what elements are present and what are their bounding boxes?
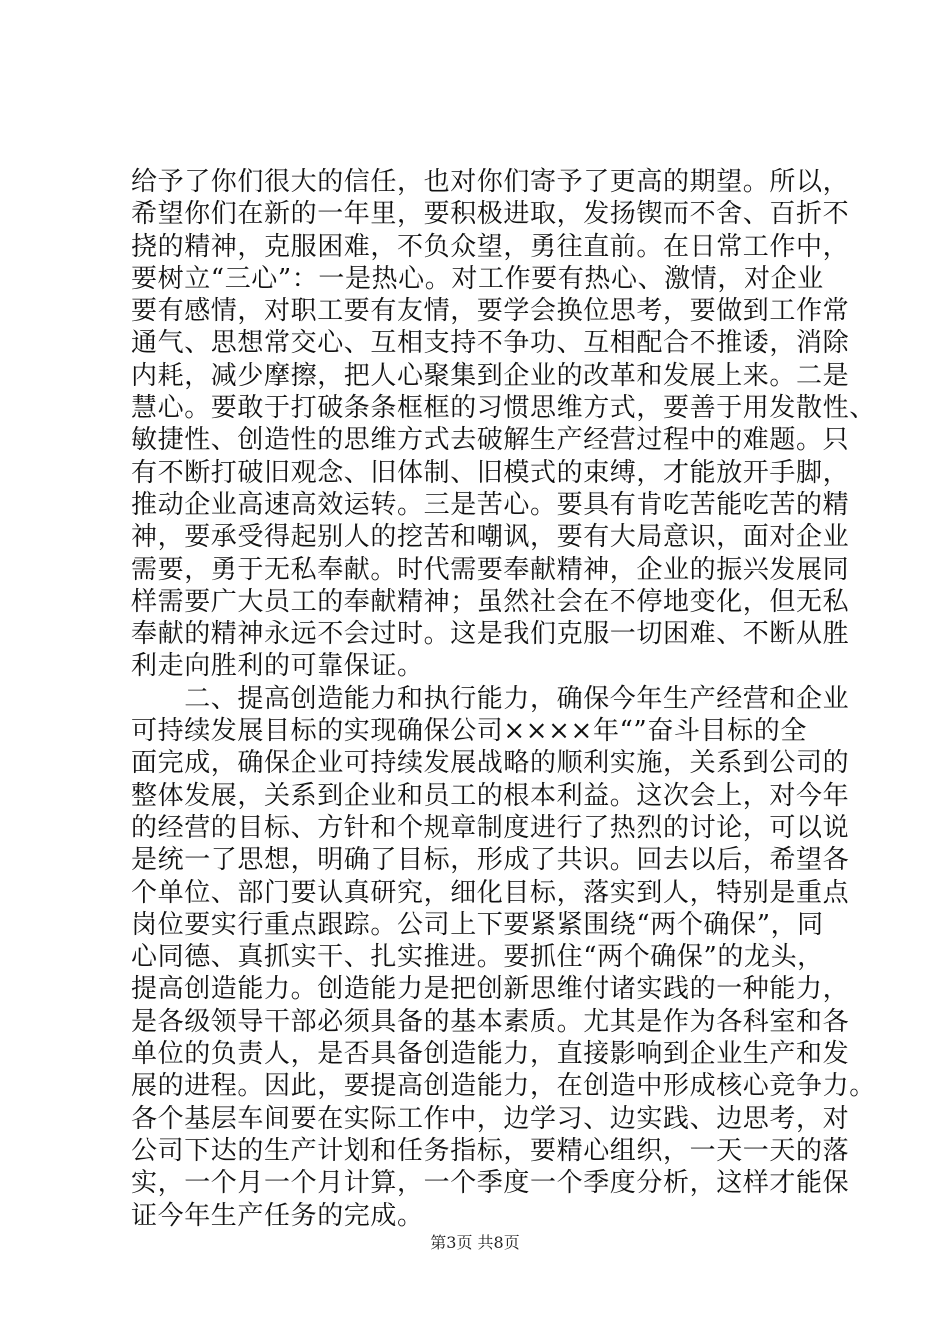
text-line: 个单位、部门要认真研究，细化目标，落实到人，特别是重点: [131, 877, 850, 908]
text-line: 展的进程。因此，要提高创造能力，在创造中形成核心竞争力。: [131, 1071, 876, 1102]
text-line: 单位的负责人，是否具备创造能力，直接影响到企业生产和发: [131, 1039, 850, 1070]
text-line: 心同德、真抓实干、扎实推进。要抓住“两个确保”的龙头，: [131, 942, 824, 973]
text-line: 奉献的精神永远不会过时。这是我们克服一切困难、不断从胜: [131, 619, 850, 650]
text-line: 推动企业高速高效运转。三是苦心。要具有肯吃苦能吃苦的精: [131, 489, 850, 520]
text-line: 整体发展，关系到企业和员工的根本利益。这次会上，对今年: [131, 780, 850, 811]
text-line: 利走向胜利的可靠保证。: [131, 651, 424, 682]
text-line: 内耗，减少摩擦，把人心聚集到企业的改革和发展上来。二是: [131, 360, 850, 391]
text-line: 要有感情，对职工要有友情，要学会换位思考，要做到工作常: [131, 296, 850, 327]
text-line: 提高创造能力。创造能力是把创新思维付诸实践的一种能力，: [131, 974, 850, 1005]
text-line: 公司下达的生产计划和任务指标，要精心组织，一天一天的落: [131, 1135, 850, 1166]
text-line: 可持续发展目标的实现确保公司××××年“”奋斗目标的全: [131, 716, 807, 747]
text-line: 是各级领导干部必须具备的基本素质。尤其是作为各科室和各: [131, 1006, 850, 1037]
text-line: 岗位要实行重点跟踪。公司上下要紧紧围绕“两个确保”，同: [131, 909, 824, 940]
body-text: [131, 166, 876, 1232]
text-line: 需要，勇于无私奉献。时代需要奉献精神，企业的振兴发展同: [131, 554, 850, 585]
text-line: 是统一了思想，明确了目标，形成了共识。回去以后，希望各: [131, 845, 850, 876]
text-line: 有不断打破旧观念、旧体制、旧模式的束缚，才能放开手脚，: [131, 457, 850, 488]
text-line: 的经营的目标、方针和个规章制度进行了热烈的讨论，可以说: [131, 812, 850, 843]
page-footer: 第3页 共8页: [430, 1233, 520, 1252]
text-line: 慧心。要敢于打破条条框框的习惯思维方式，要善于用发散性、: [131, 393, 876, 424]
text-line: 二、提高创造能力和执行能力，确保今年生产经营和企业: [131, 683, 850, 714]
text-line: 希望你们在新的一年里，要积极进取，发扬锲而不舍、百折不: [131, 199, 850, 230]
text-line: 实，一个月一个月计算，一个季度一个季度分析，这样才能保: [131, 1168, 850, 1199]
text-line: 通气、思想常交心、互相支持不争功、互相配合不推诿，消除: [131, 328, 850, 359]
text-line: 证今年生产任务的完成。: [131, 1200, 424, 1231]
text-line: 要树立“三心”：一是热心。对工作要有热心、激情，对企业: [131, 263, 824, 294]
text-line: 各个基层车间要在实际工作中，边学习、边实践、边思考，对: [131, 1103, 850, 1134]
text-line: 挠的精神，克服困难，不负众望，勇往直前。在日常工作中，: [131, 231, 850, 262]
text-line: 给予了你们很大的信任，也对你们寄予了更高的期望。所以，: [131, 167, 850, 197]
text-line: 神，要承受得起别人的挖苦和嘲讽，要有大局意识，面对企业: [131, 522, 850, 553]
text-line: 敏捷性、创造性的思维方式去破解生产经营过程中的难题。只: [131, 425, 850, 456]
text-line: 面完成，确保企业可持续发展战略的顺利实施，关系到公司的: [131, 748, 850, 779]
text-line: 样需要广大员工的奉献精神；虽然社会在不停地变化，但无私: [131, 586, 850, 617]
